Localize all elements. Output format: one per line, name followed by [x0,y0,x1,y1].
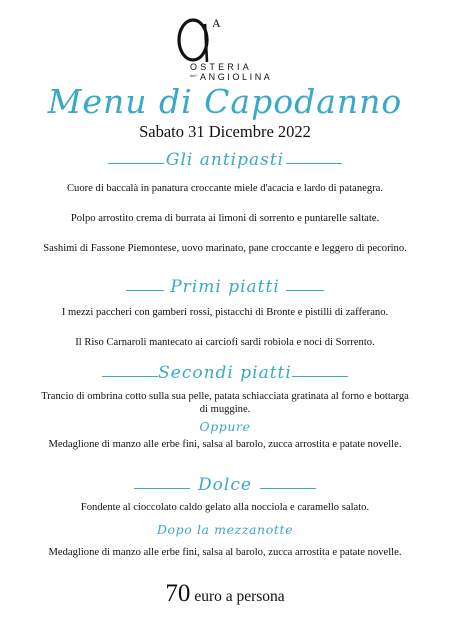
section-rule-right [292,376,348,377]
dish-mezzanotte: Medaglione di manzo alle erbe fini, salsa al barolo, zucca arrostita e patate novelle. [48,547,402,558]
price-text: euro a persona [194,588,285,605]
section-title-secondi: Secondi piatti [158,363,292,383]
section-title-mezzanotte: Dopo la mezzanotte [156,522,294,537]
section-title-antipasti: Gli antipasti [165,150,285,170]
dish-dolce: Fondente al cioccolato caldo gelato alla nocciola e caramello salato. [80,502,370,513]
dish-antipasto-2: Polpo arrostito crema di burrata ai limoni di sorrento e puntarelle saltate. [70,213,380,224]
menu-date: Sabato 31 Dicembre 2022 [139,122,311,141]
section-rule-right [286,163,342,164]
dish-primo-1: I mezzi paccheri con gamberi rossi, pistacchi di Bronte e pistilli di zafferano. [61,307,389,318]
menu-title: Menu di Capodanno [47,82,403,121]
logo-dell: dell' [190,74,198,78]
price-amount: 70 [165,580,191,607]
logo-angiolina: ANGIOLINA [200,72,273,82]
price-line [0,580,450,608]
section-title-primi: Primi piatti [170,277,280,297]
logo-a-letter: A [212,16,221,30]
section-dolce [0,475,450,501]
section-primi [0,277,450,303]
osteria-logo [168,16,288,84]
logo-osteria: OSTERIA [190,62,252,72]
section-rule-right [286,290,324,291]
section-title-dolce: Dolce [198,475,252,495]
dish-primo-2: Il Riso Carnaroli mantecato ai carciofi sardi robiola e noci di Sorrento. [75,337,375,348]
dish-antipasto-1: Cuore di baccalà in panatura croccante miele d'acacia e lardo di patanegra. [66,183,383,194]
section-antipasti [0,150,450,176]
section-rule-right [260,488,316,489]
logo-o-mark [174,16,214,68]
dish-secondo-2: Medaglione di manzo alle erbe fini, salsa al barolo, zucca arrostita e patate novelle. [48,439,402,450]
oppure-label: Oppure [199,419,251,434]
dish-secondo-1: Trancio di ombrina cotto sulla sua pelle, patata schiacciata gratinata al forno e bottarga di muggine. [41,391,409,415]
dish-antipasto-3: Sashimi di Fassone Piemontese, uovo marinato, pane croccante e leggero di pecorino. [43,243,407,254]
section-secondi [0,363,450,389]
